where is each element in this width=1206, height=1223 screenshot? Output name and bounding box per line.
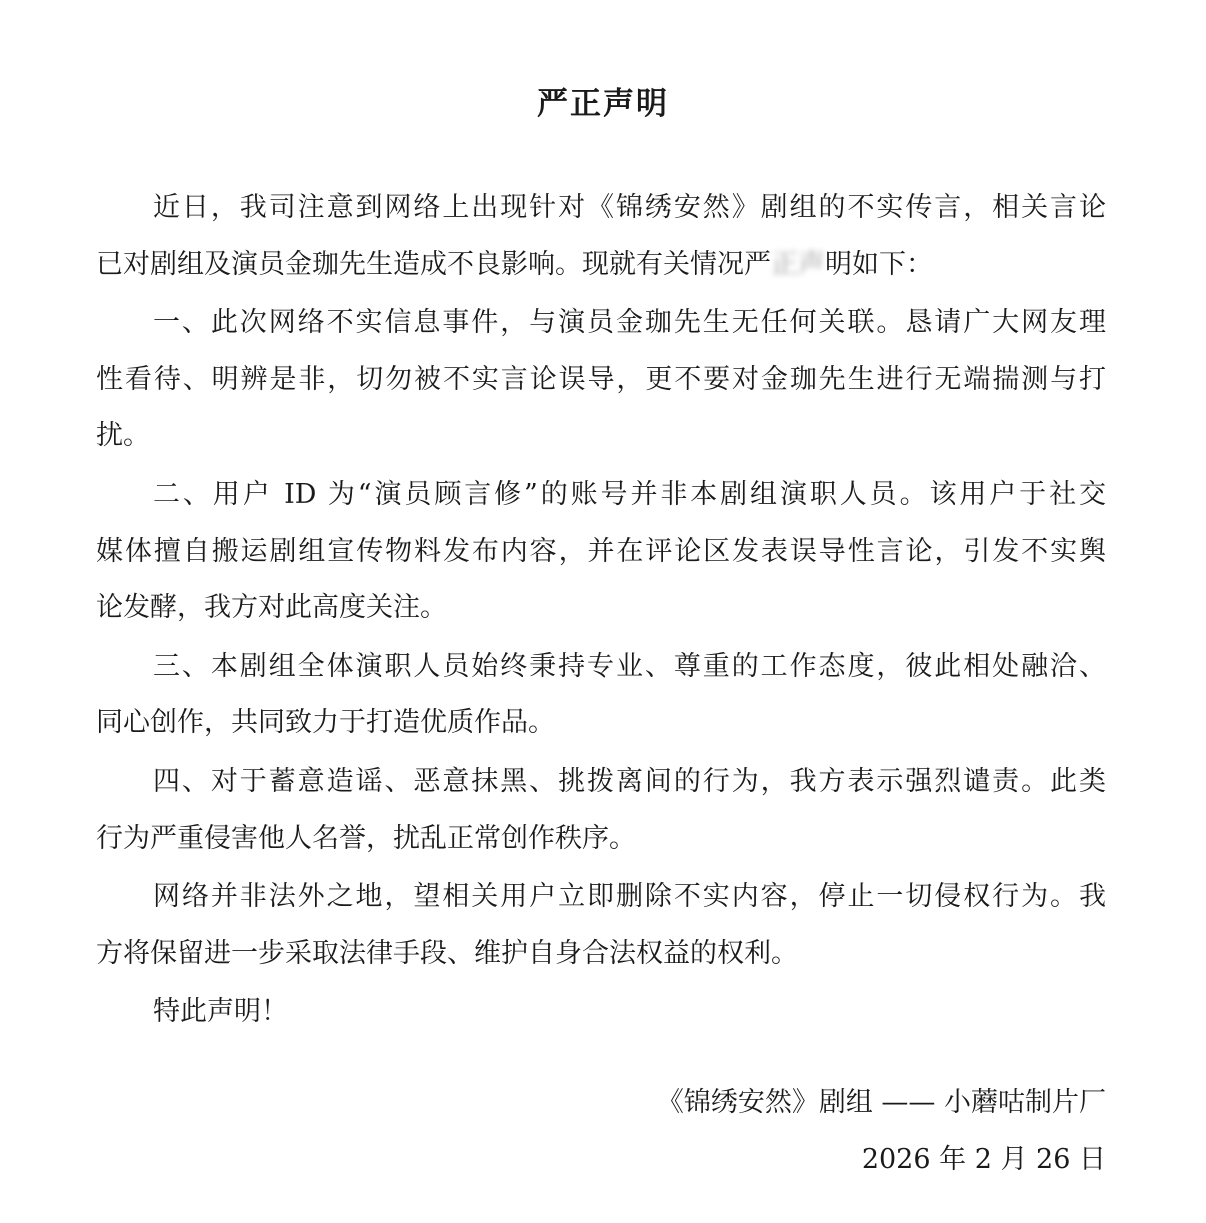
document-body	[96, 180, 1106, 1043]
paragraph-line: 媒体擅自搬运剧组宣传物料发布内容，并在评论区发表误导性言论，引发不实舆	[96, 535, 1106, 567]
paragraph-line: 网络并非法外之地，望相关用户立即删除不实内容，停止一切侵权行为。我	[153, 881, 1106, 913]
paragraph-line: 特此声明！	[153, 996, 288, 1028]
document-title: 严正声明	[537, 86, 669, 122]
paragraph-line: 性看待、明辨是非，切勿被不实言论误导，更不要对金珈先生进行无端揣测与打	[96, 363, 1106, 395]
paragraph-line: 四、对于蓄意造谣、恶意抹黑、挑拨离间的行为，我方表示强烈谴责。此类	[153, 765, 1106, 797]
date: 2026 年 2 月 26 日	[861, 1144, 1106, 1175]
paragraph-line: 一、此次网络不实信息事件，与演员金珈先生无任何关联。恳请广大网友理	[153, 307, 1106, 339]
paragraph	[96, 754, 1106, 867]
paragraph-line: 行为严重侵害他人名誉，扰乱正常创作秩序。	[96, 822, 636, 854]
paragraph-line: 扰。	[96, 420, 150, 452]
signature: 《锦绣安然》剧组 —— 小蘑咕制片厂	[656, 1087, 1106, 1118]
paragraph	[96, 869, 1106, 982]
paragraph	[96, 639, 1106, 752]
paragraph-line: 近日，我司注意到网络上出现针对《锦绣安然》剧组的不实传言，相关言论	[153, 192, 1106, 223]
paragraph-line: 方将保留进一步采取法律手段、维护自身合法权益的权利。	[96, 937, 798, 969]
paragraph	[96, 295, 1106, 465]
paragraph-line: 三、本剧组全体演职人员始终秉持专业、尊重的工作态度，彼此相处融洽、	[153, 650, 1106, 682]
paragraph	[96, 467, 1106, 637]
blurred-watermark: 正声	[771, 248, 825, 280]
paragraph-line: 同心创作，共同致力于打造优质作品。	[96, 707, 555, 739]
paragraph	[96, 180, 1106, 293]
paragraph	[96, 984, 1106, 1041]
paragraph-line: 已对剧组及演员金珈先生造成不良影响。现就有关情况严正声明如下：	[96, 248, 933, 280]
paragraph-line: 二、用户 ID 为“演员顾言修”的账号并非本剧组演职人员。该用户于社交	[153, 478, 1106, 510]
paragraph-line: 论发酵，我方对此高度关注。	[96, 592, 447, 624]
